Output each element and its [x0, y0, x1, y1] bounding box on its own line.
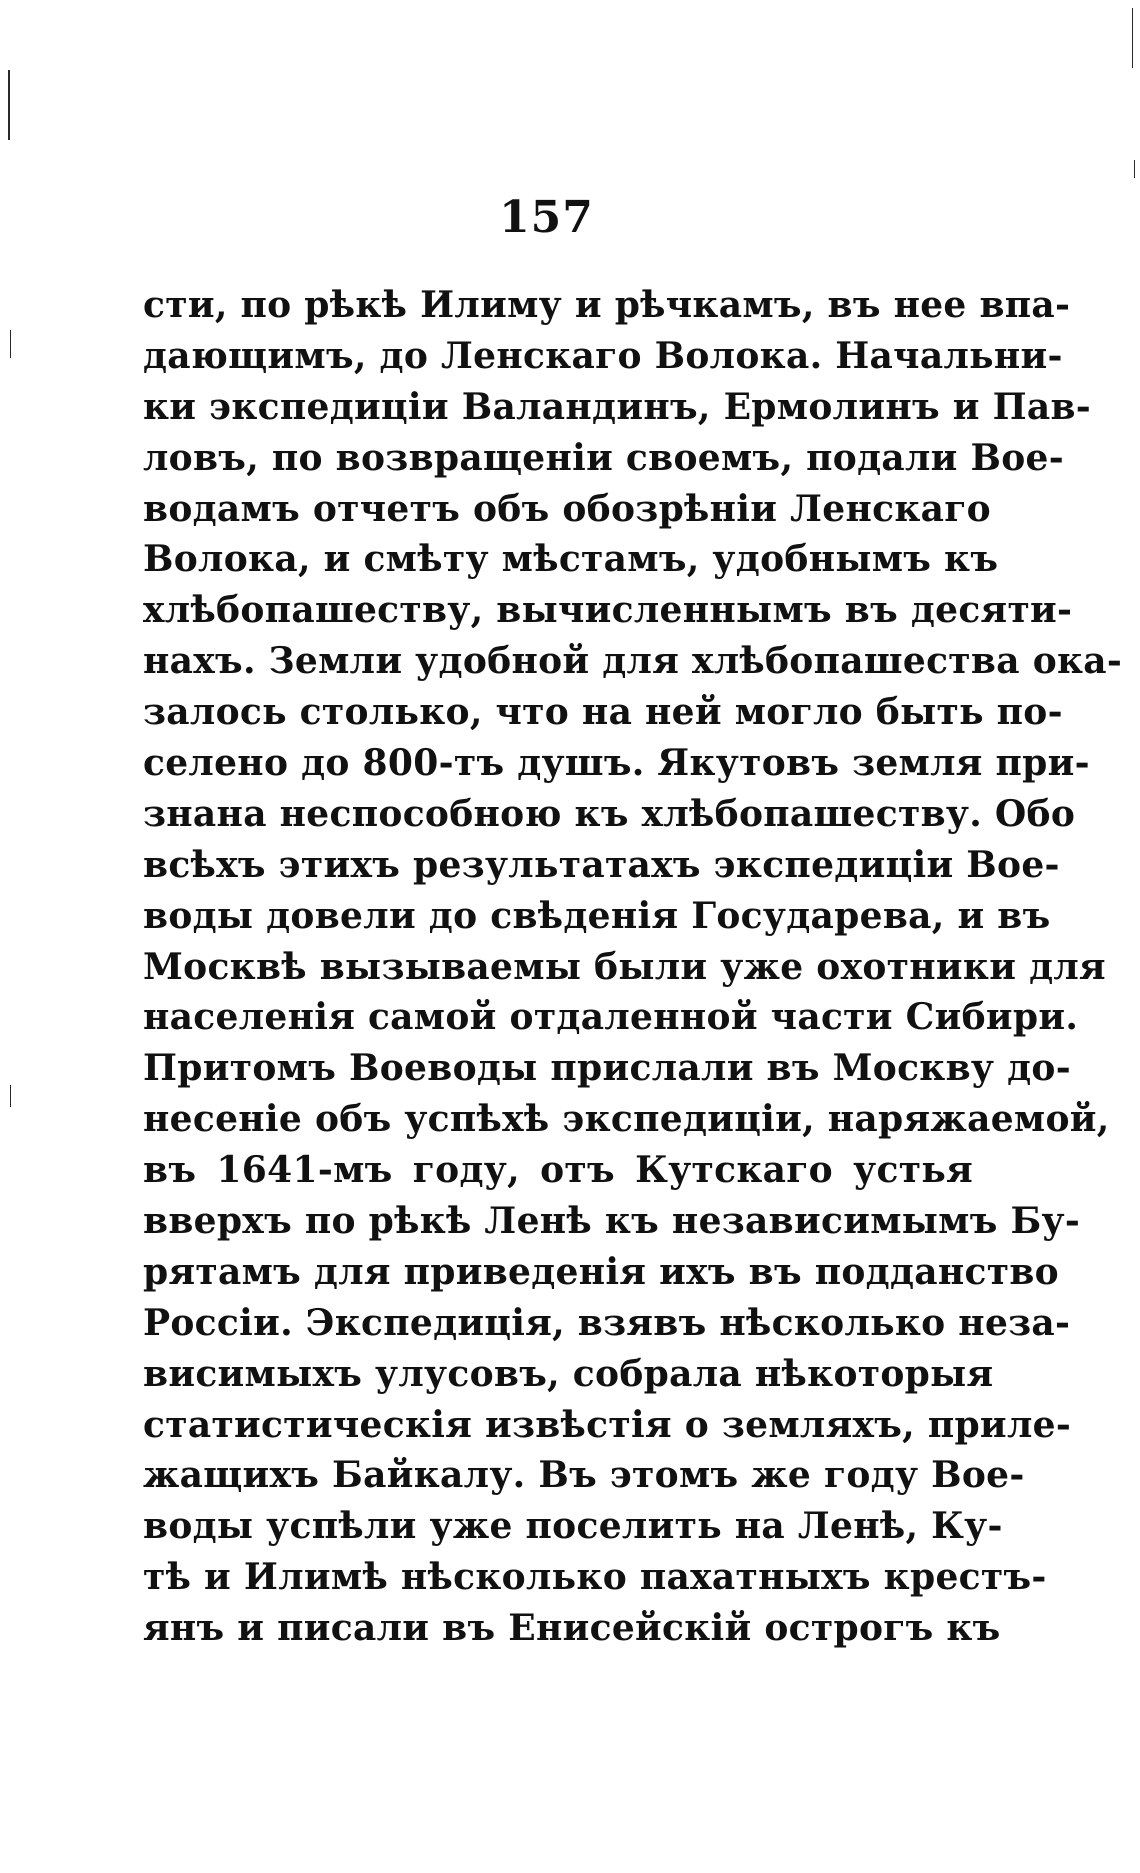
page-number: 157: [499, 192, 594, 243]
text-line: сти, по рѣкѣ Илиму и рѣчкамъ, въ нее впа-: [143, 284, 1071, 326]
text-line: водамъ отчетъ объ обозрѣніи Ленскаго: [143, 487, 991, 530]
text-line: несеніе объ успѣхѣ экспедиціи, наряжаемой,: [143, 1098, 1110, 1141]
text-line: рятамъ для приведенія ихъ въ подданство: [143, 1250, 1059, 1293]
scan-edge-mark: [10, 330, 11, 358]
text-line: статистическія извѣстія о земляхъ, приле-: [143, 1403, 1072, 1446]
text-line: воды довели до свѣденія Государева, и въ: [143, 894, 1051, 937]
text-line: нахъ. Земли удобной для хлѣбопашества ока-: [143, 640, 1123, 683]
text-line: дающимъ, до Ленскаго Волока. Начальни-: [143, 334, 1063, 377]
text-line: Москвѣ вызываемы были уже охотники для: [143, 945, 1106, 988]
text-line: воды успѣли уже поселить на Ленѣ, Ку-: [143, 1505, 1003, 1548]
text-line: вверхъ по рѣкѣ Ленѣ къ независимымъ Бу-: [143, 1200, 1081, 1243]
text-line: залось столько, что на ней могло быть по-: [143, 691, 1063, 734]
text-line: всѣхъ этихъ результатахъ экспедиціи Вое-: [143, 843, 1060, 886]
text-line: селено до 800-тъ душъ. Якутовъ земля при-: [143, 742, 1090, 785]
scan-edge-mark: [1132, 8, 1133, 68]
text-line: Притомъ Воеводы прислали въ Москву до-: [143, 1047, 1071, 1090]
text-line: въ 1641-мъ году, отъ Кутскаго устья: [143, 1149, 973, 1192]
text-line: янъ и писали въ Енисейскій острогъ къ: [143, 1607, 1001, 1650]
text-line: висимыхъ улусовъ, собрала нѣкоторыя: [143, 1352, 994, 1395]
text-line: хлѣбопашеству, вычисленнымъ въ десяти-: [143, 589, 1073, 632]
text-line: населенія самой отдаленной части Сибири.: [143, 996, 1079, 1039]
scan-edge-mark: [1134, 160, 1135, 178]
text-line: тѣ и Илимѣ нѣсколько пахатныхъ крестъ-: [143, 1556, 1047, 1599]
body-text: [143, 280, 1123, 1654]
text-line: знана неспособною къ хлѣбопашеству. Обо: [143, 792, 1076, 835]
text-line: жащихъ Байкалу. Въ этомъ же году Вое-: [143, 1454, 1025, 1497]
scan-edge-mark: [10, 1085, 11, 1107]
text-line: ки экспедиціи Валандинъ, Ермолинъ и Пав-: [143, 385, 1092, 428]
text-line: ловъ, по возвращеніи своемъ, подали Вое-: [143, 436, 1064, 479]
text-line: Волока, и смѣту мѣстамъ, удобнымъ къ: [143, 538, 999, 581]
scan-edge-mark: [8, 70, 10, 140]
text-line: Россіи. Экспедиція, взявъ нѣсколько неза-: [143, 1301, 1071, 1344]
